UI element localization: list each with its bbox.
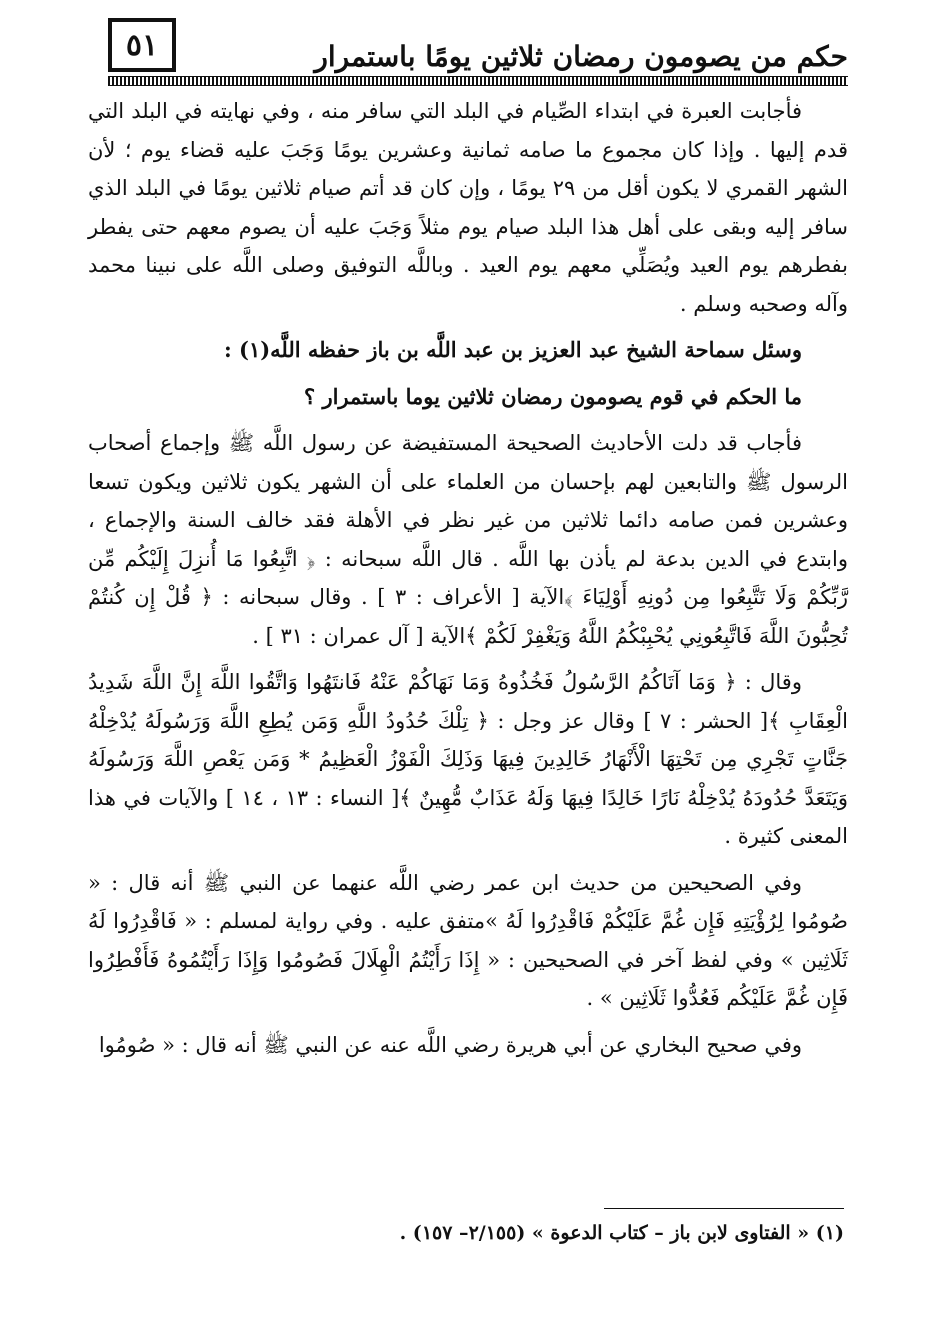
paragraph-answer-5: وفي صحيح البخاري عن أبي هريرة رضي اللَّه عنه عن النبي ﷺ أنه قال : « صُومُوا xyxy=(98,1032,802,1057)
page-header xyxy=(108,14,848,80)
footnote: (١) « الفتاوى لابن باز – كتاب الدعوة » (٢/١٥٥– ١٥٧) . xyxy=(399,1222,844,1244)
paragraph-answer-4: وفي الصحيحين من حديث ابن عمر رضي اللَّه عنهما عن النبي ﷺ أنه قال : « صُومُوا لِرُؤْيَتِهِ فَإِن غُمَّ عَلَيْكُمْ فَاقْدِرُوا لَهُ »متفق عليه . وفي رواية لمسلم : « فَاقْدِرُوا لَهُ ثَلَاثِين » وفي لفظ آخر في الصحيحين : « إِذَا رَأَيْتُمُ الْهِلَالَ فَصُومُوا وَإِذَا رَأَيْتُمُوهُ فَأَفْطِرُوا فَإِن غُمَّ عَلَيْكُم فَعُدُّوا ثَلَاثِين » . xyxy=(88,870,848,1010)
body-text xyxy=(88,92,848,1072)
header-rule xyxy=(108,76,848,86)
question-text: ما الحكم في قوم يصومون رمضان ثلاثين يوما باستمرار ؟ xyxy=(304,383,802,409)
footnote-rule xyxy=(604,1208,844,1209)
paragraph-answer-2: فأجاب قد دلت الأحاديث الصحيحة المستفيضة عن رسول اللَّه ﷺ وإجماع أصحاب الرسول ﷺ والتابعين لهم بإحسان من العلماء على أن الشهر يكون ثلاثين ويكون تسعا وعشرين فمن صامه دائما ثلاثين من غير نظر في الأهلة فقد خالف السنة والإجماع ، وابتدع في الدين بدعة لم يأذن بها اللَّه . قال اللَّه سبحانه : ﴿ اتَّبِعُوا مَا أُنزِلَ إِلَيْكُم مِّن رَّبِّكُمْ وَلَا تَتَّبِعُوا مِن دُونِهِ أَوْلِيَاءَ ﴾الآية [ الأعراف : ٣ ] . وقال سبحانه : ﴿ قُلْ إِن كُنتُمْ تُحِبُّونَ اللَّهَ فَاتَّبِعُونِي يُحْبِبْكُمُ اللَّهُ وَيَغْفِرْ لَكُمْ ﴾الآية [ آل عمران : ٣١ ] . xyxy=(88,431,848,648)
running-title: حكم من يصومون رمضان ثلاثين يومًا باستمرار xyxy=(314,40,848,73)
paragraph-answer-1: فأجابت العبرة في ابتداء الصِّيام في البلد التي سافر منه ، وفي نهايته في البلد التي قدم إليها . وإذا كان مجموع ما صامه ثمانية وعشرين يومًا وَجَبَ عليه قضاء يوم ؛ لأن الشهر القمري لا يكون أقل من ٢٩ يومًا ، وإن كان قد أتم صيام ثلاثين يومًا في البلد الذي سافر إليه وبقى على أهل هذا البلد صيام يوم مثلاً وَجَبَ عليه أن يصوم معهم حتى يفطر بفطرهم يوم العيد ويُصَلِّي معهم يوم العيد . وباللَّه التوفيق وصلى اللَّه على نبينا محمد وآله وصحبه وسلم . xyxy=(88,99,848,316)
question-intro: وسئل سماحة الشيخ عبد العزيز بن عبد اللَّه بن باز حفظه اللَّه(١) : xyxy=(223,337,802,362)
paragraph-answer-3: وقال : ﴿ وَمَا آتَاكُمُ الرَّسُولُ فَخُذُوهُ وَمَا نَهَاكُمْ عَنْهُ فَانتَهُوا وَاتَّقُوا اللَّهَ إِنَّ اللَّهَ شَدِيدُ الْعِقَابِ ﴾[ الحشر : ٧ ] وقال عز وجل : ﴿ تِلْكَ حُدُودُ اللَّهِ وَمَن يُطِعِ اللَّهَ وَرَسُولَهُ يُدْخِلْهُ جَنَّاتٍ تَجْرِي مِن تَحْتِهَا الْأَنْهَارُ خَالِدِينَ فِيهَا وَذَلِكَ الْفَوْزُ الْعَظِيمُ * وَمَن يَعْصِ اللَّهَ وَرَسُولَهُ وَيَتَعَدَّ حُدُودَهُ يُدْخِلْهُ نَارًا خَالِدًا فِيهَا وَلَهُ عَذَابٌ مُّهِينٌ ﴾[ النساء : ١٣ ، ١٤ ] والآيات في هذا المعنى كثيرة . xyxy=(88,670,848,848)
page-number: ٥١ xyxy=(108,18,176,72)
